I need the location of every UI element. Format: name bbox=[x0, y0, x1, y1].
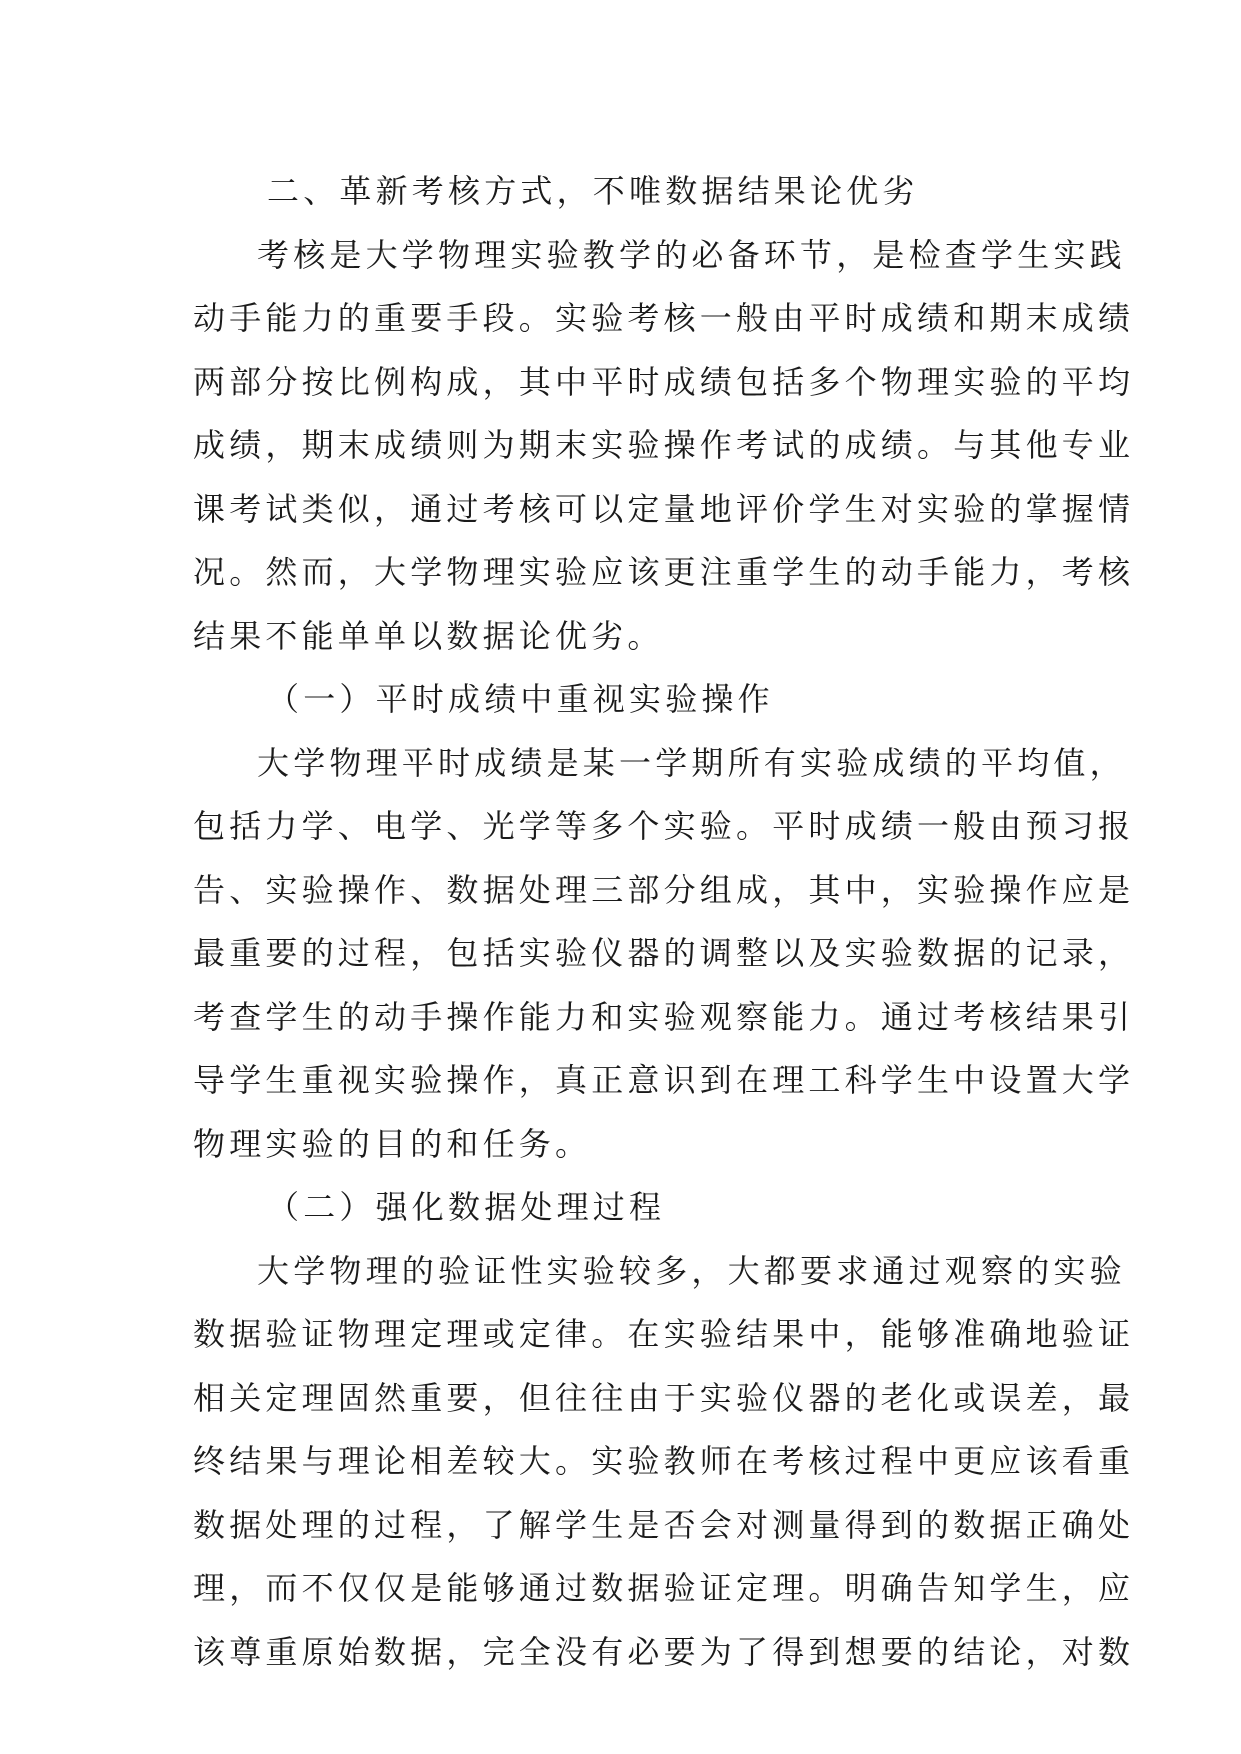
paragraph-line: 结果不能单单以数据论优劣。 bbox=[193, 616, 664, 655]
paragraph-line: 导学生重视实验操作，真正意识到在理工科学生中设置大学 bbox=[193, 1061, 1135, 1099]
paragraph-line: 动手能力的重要手段。实验考核一般由平时成绩和期末成绩 bbox=[193, 299, 1135, 337]
paragraph-regular-grades bbox=[193, 732, 1135, 1177]
paragraph-line: 告、实验操作、数据处理三部分组成，其中，实验操作应是 bbox=[193, 870, 1135, 909]
paragraph-line: 最重要的过程，包括实验仪器的调整以及实验数据的记录， bbox=[193, 934, 1135, 972]
subheading-regular-grades: （一）平时成绩中重视实验操作 bbox=[267, 680, 774, 718]
paragraph-line: 数据处理的过程，了解学生是否会对测量得到的数据正确处 bbox=[193, 1505, 1135, 1544]
paragraph-line: 包括力学、电学、光学等多个实验。平时成绩一般由预习报 bbox=[193, 807, 1135, 845]
paragraph-line: 该尊重原始数据，完全没有必要为了得到想要的结论，对数 bbox=[193, 1632, 1135, 1671]
paragraph-line: 两部分按比例构成，其中平时成绩包括多个物理实验的平均 bbox=[193, 362, 1135, 401]
paragraph-line: 数据验证物理定理或定律。在实验结果中，能够准确地验证 bbox=[193, 1315, 1135, 1353]
paragraph-line: 理，而不仅仅是能够通过数据验证定理。明确告知学生，应 bbox=[193, 1569, 1135, 1607]
paragraph-line: 终结果与理论相差较大。实验教师在考核过程中更应该看重 bbox=[193, 1442, 1135, 1480]
paragraph-line: 考核是大学物理实验教学的必备环节，是检查学生实践 bbox=[257, 235, 1126, 274]
subheading-data-processing: （二）强化数据处理过程 bbox=[267, 1188, 666, 1226]
paragraph-line: 成绩，期末成绩则为期末实验操作考试的成绩。与其他专业 bbox=[193, 426, 1135, 464]
paragraph-line: 考查学生的动手操作能力和实验观察能力。通过考核结果引 bbox=[193, 997, 1135, 1036]
paragraph-line: 况。然而，大学物理实验应该更注重学生的动手能力，考核 bbox=[193, 553, 1135, 591]
section-heading: 二、革新考核方式，不唯数据结果论优劣 bbox=[267, 172, 919, 210]
paragraph-assessment bbox=[193, 224, 1135, 669]
paragraph-line: 相关定理固然重要，但往往由于实验仪器的老化或误差，最 bbox=[193, 1378, 1135, 1417]
paragraph-line: 课考试类似，通过考核可以定量地评价学生对实验的掌握情 bbox=[193, 489, 1135, 528]
paragraph-line: 大学物理平时成绩是某一学期所有实验成绩的平均值， bbox=[257, 743, 1126, 782]
paragraph-data-processing bbox=[193, 1240, 1135, 1685]
paragraph-line: 物理实验的目的和任务。 bbox=[193, 1124, 592, 1163]
document-body bbox=[193, 160, 1135, 1684]
paragraph-line: 大学物理的验证性实验较多，大都要求通过观察的实验 bbox=[257, 1251, 1126, 1290]
